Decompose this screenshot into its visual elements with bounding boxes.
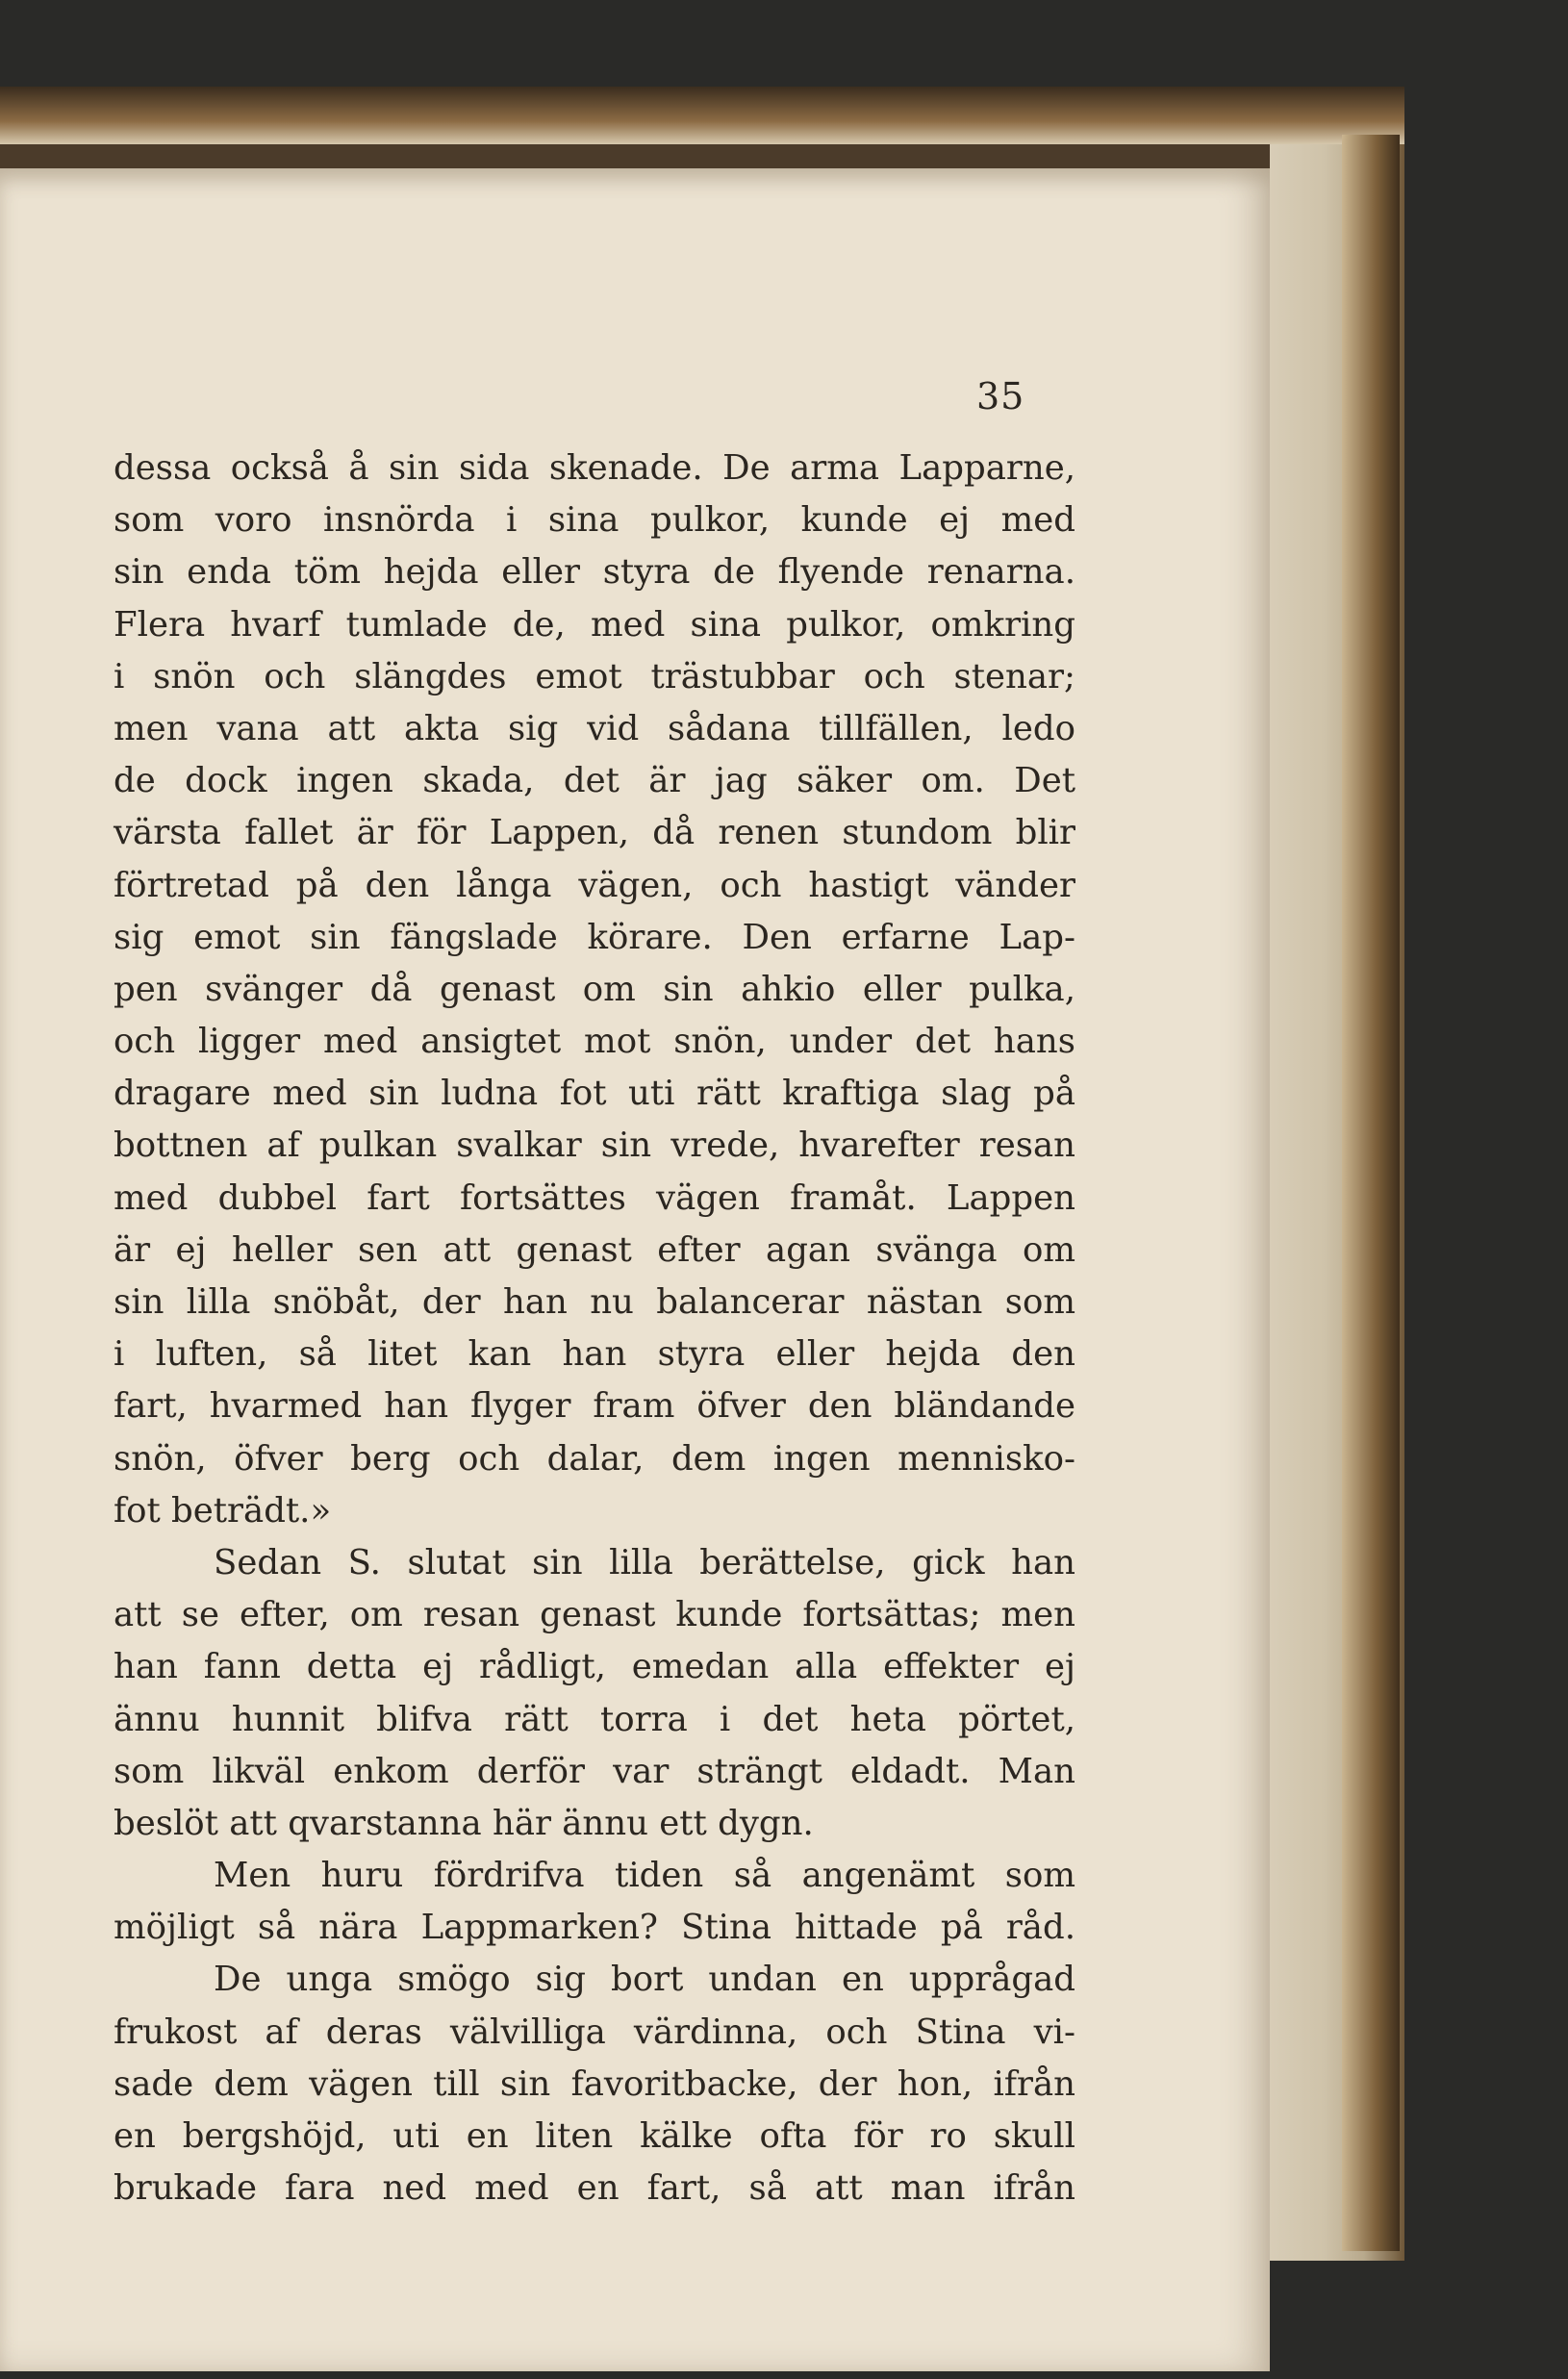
text-line: sig emot sin fängslade körare. Den erfarne Lap- bbox=[114, 917, 1075, 957]
text-line: ännu hunnit blifva rätt torra i det heta pörtet, bbox=[114, 1699, 1075, 1739]
body-text bbox=[114, 443, 1075, 2214]
text-line: är ej heller sen att genast efter agan svänga om bbox=[114, 1229, 1075, 1270]
text-line: sade dem vägen till sin favoritbacke, der hon, ifrån bbox=[114, 2063, 1075, 2104]
text-line: dragare med sin ludna fot uti rätt kraftiga slag på bbox=[114, 1074, 1075, 1114]
text-line: som likväl enkom derför var strängt eldadt. Man bbox=[114, 1751, 1075, 1791]
text-line: brukade fara ned med en fart, så att man ifrån bbox=[114, 2168, 1075, 2209]
text-line: förtretad på den långa vägen, och hastigt vänder bbox=[114, 865, 1075, 905]
text-line: pen svänger då genast om sin ahkio eller pulka, bbox=[114, 969, 1075, 1009]
text-line: de dock ingen skada, det är jag säker om. Det bbox=[114, 761, 1075, 801]
text-line: men vana att akta sig vid sådana tillfällen, ledo bbox=[114, 708, 1075, 748]
text-line: frukost af deras välvilliga värdinna, och Stina vi- bbox=[114, 2012, 1075, 2052]
text-line: Men huru fördrifva tiden så angenämt som bbox=[214, 1856, 1075, 1896]
text-line: en bergshöjd, uti en liten kälke ofta för ro skull bbox=[114, 2116, 1075, 2156]
text-line: snön, öfver berg och dalar, dem ingen mennisko- bbox=[114, 1438, 1075, 1479]
text-line: Flera hvarf tumlade de, med sina pulkor, omkring bbox=[114, 604, 1075, 645]
text-line: beslöt att qvarstanna här ännu ett dygn. bbox=[114, 1803, 814, 1843]
text-line: De unga smögo sig bort undan en upprågad bbox=[214, 1960, 1075, 2000]
text-line: i snön och slängdes emot trästubbar och stenar; bbox=[114, 656, 1075, 696]
book-cover-edge bbox=[1342, 135, 1400, 2251]
text-line: han fann detta ej rådligt, emedan alla effekter ej bbox=[114, 1647, 1075, 1687]
text-line: möjligt så nära Lappmarken? Stina hittade på råd. bbox=[114, 1908, 1075, 1948]
text-line: med dubbel fart fortsättes vägen framåt. Lappen bbox=[114, 1177, 1075, 1218]
text-line: dessa också å sin sida skenade. De arma Lapparne, bbox=[114, 448, 1075, 488]
text-line: som voro insnörda i sina pulkor, kunde ej med bbox=[114, 500, 1075, 541]
text-line: bottnen af pulkan svalkar sin vrede, hvarefter resan bbox=[114, 1126, 1075, 1166]
text-line: fart, hvarmed han flyger fram öfver den bländande bbox=[114, 1386, 1075, 1427]
text-line: Sedan S. slutat sin lilla berättelse, gick han bbox=[214, 1542, 1075, 1582]
text-line: sin enda töm hejda eller styra de flyende renarna. bbox=[114, 552, 1075, 593]
text-line: i luften, så litet kan han styra eller hejda den bbox=[114, 1334, 1075, 1375]
page-number: 35 bbox=[976, 375, 1025, 418]
text-line: att se efter, om resan genast kunde fortsättas; men bbox=[114, 1595, 1075, 1635]
text-line: värsta fallet är för Lappen, då renen stundom blir bbox=[114, 813, 1075, 853]
book-top-edge bbox=[0, 87, 1404, 144]
text-line: och ligger med ansigtet mot snön, under det hans bbox=[114, 1022, 1075, 1062]
text-line: sin lilla snöbåt, der han nu balancerar nästan som bbox=[114, 1282, 1075, 1322]
text-line: fot beträdt.» bbox=[114, 1490, 332, 1531]
